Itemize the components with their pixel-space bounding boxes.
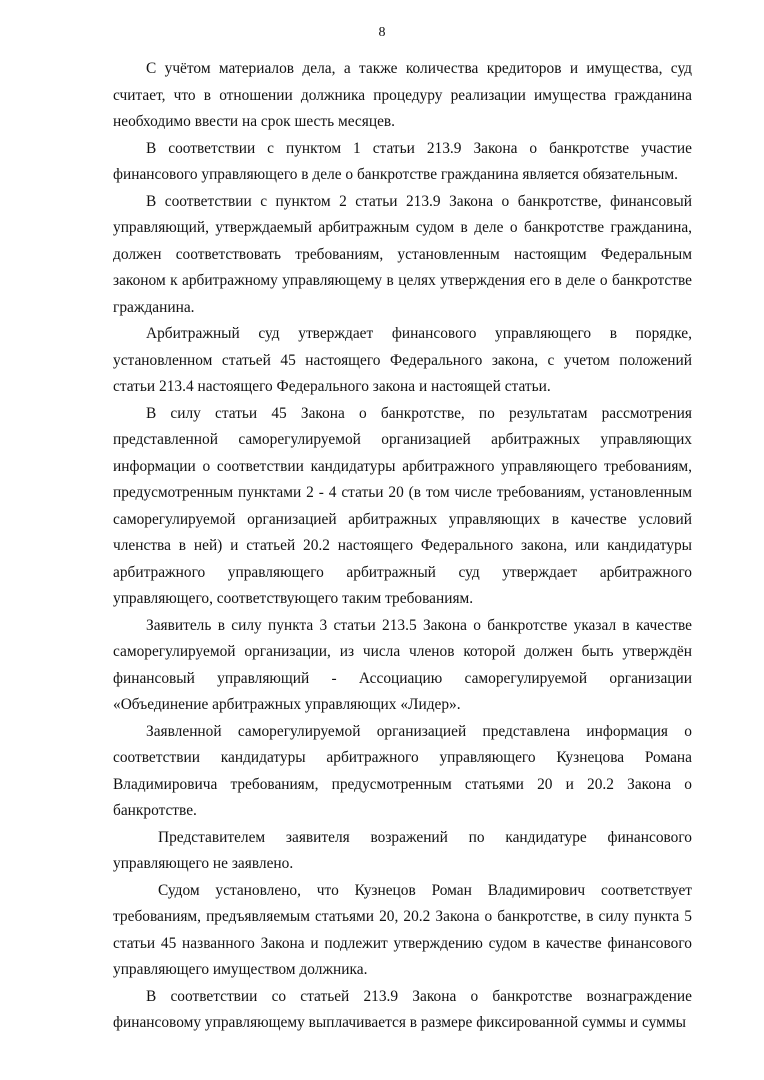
paragraph-court-approval-order: Арбитражный суд утверждает финансового управляющего в порядке, установленном статьей 45 настоящего Федерального закона, с учетом положений статьи 213.4 настоящего Федерального закона и настоящей статьи. [113, 325, 692, 395]
paragraph-procedure-term: С учётом материалов дела, а также количества кредиторов и имущества, суд считает, что в отношении должника процедуру реализации имущества гражданина необходимо ввести на срок шесть месяцев. [113, 60, 692, 130]
paragraph-applicant-sro: Заявитель в силу пункта 3 статьи 213.5 Закона о банкротстве указал в качестве саморегулируемой организации, из числа членов которой должен быть утверждён финансовый управляющий - Ассоциацию саморегулируемой организации «Объединение арбитражных управляющих «Лидер». [113, 616, 692, 713]
page-number: 8 [378, 25, 386, 40]
paragraph-court-established: Судом установлено, что Кузнецов Роман Владимирович соответствует требованиям, предъявляемым статьями 20, 20.2 Закона о банкротстве, в силу пункта 5 статьи 45 названного Закона и подлежит утверждению судом в качестве финансового управляющего имуществом должника. [113, 881, 692, 978]
paragraph-remuneration: В соответствии со статьей 213.9 Закона о банкротстве вознаграждение финансовому управляющему выплачивается в размере фиксированной суммы и суммы [113, 987, 692, 1031]
paragraph-article-213-9-p1: В соответствии с пунктом 1 статьи 213.9 Закона о банкротстве участие финансового управляющего в деле о банкротстве гражданина является обязательным. [113, 139, 692, 183]
paragraph-article-213-9-p2: В соответствии с пунктом 2 статьи 213.9 Закона о банкротстве, финансовый управляющий, утверждаемый арбитражным судом в деле о банкротстве гражданина, должен соответствовать требованиям, установленным настоящим Федеральным законом к арбитражному управляющему в целях утверждения его в деле о банкротстве гражданина. [113, 192, 692, 316]
paragraph-article-45: В силу статьи 45 Закона о банкротстве, по результатам рассмотрения представленной саморегулируемой организацией арбитражных управляющих информации о соответствии кандидатуры арбитражного управляющего требованиям, предусмотренным пунктами 2 - 4 статьи 20 (в том числе требованиям, установленным саморегулируемой организацией арбитражных управляющих в качестве условий членства в ней) и статьей 20.2 настоящего Федерального закона, или кандидатуры арбитражного управляющего арбитражный суд утверждает арбитражного управляющего, соответствующего таким требованиям. [113, 404, 692, 607]
paragraph-no-objections: Представителем заявителя возражений по кандидатуре финансового управляющего не заявлено. [113, 828, 692, 872]
paragraph-sro-information: Заявленной саморегулируемой организацией представлена информация о соответствии кандидатуры арбитражного управляющего Кузнецова Романа Владимировича требованиям, предусмотренным статьями 20 и 20.2 Закона о банкротстве. [113, 722, 692, 819]
document-body [113, 56, 692, 1037]
